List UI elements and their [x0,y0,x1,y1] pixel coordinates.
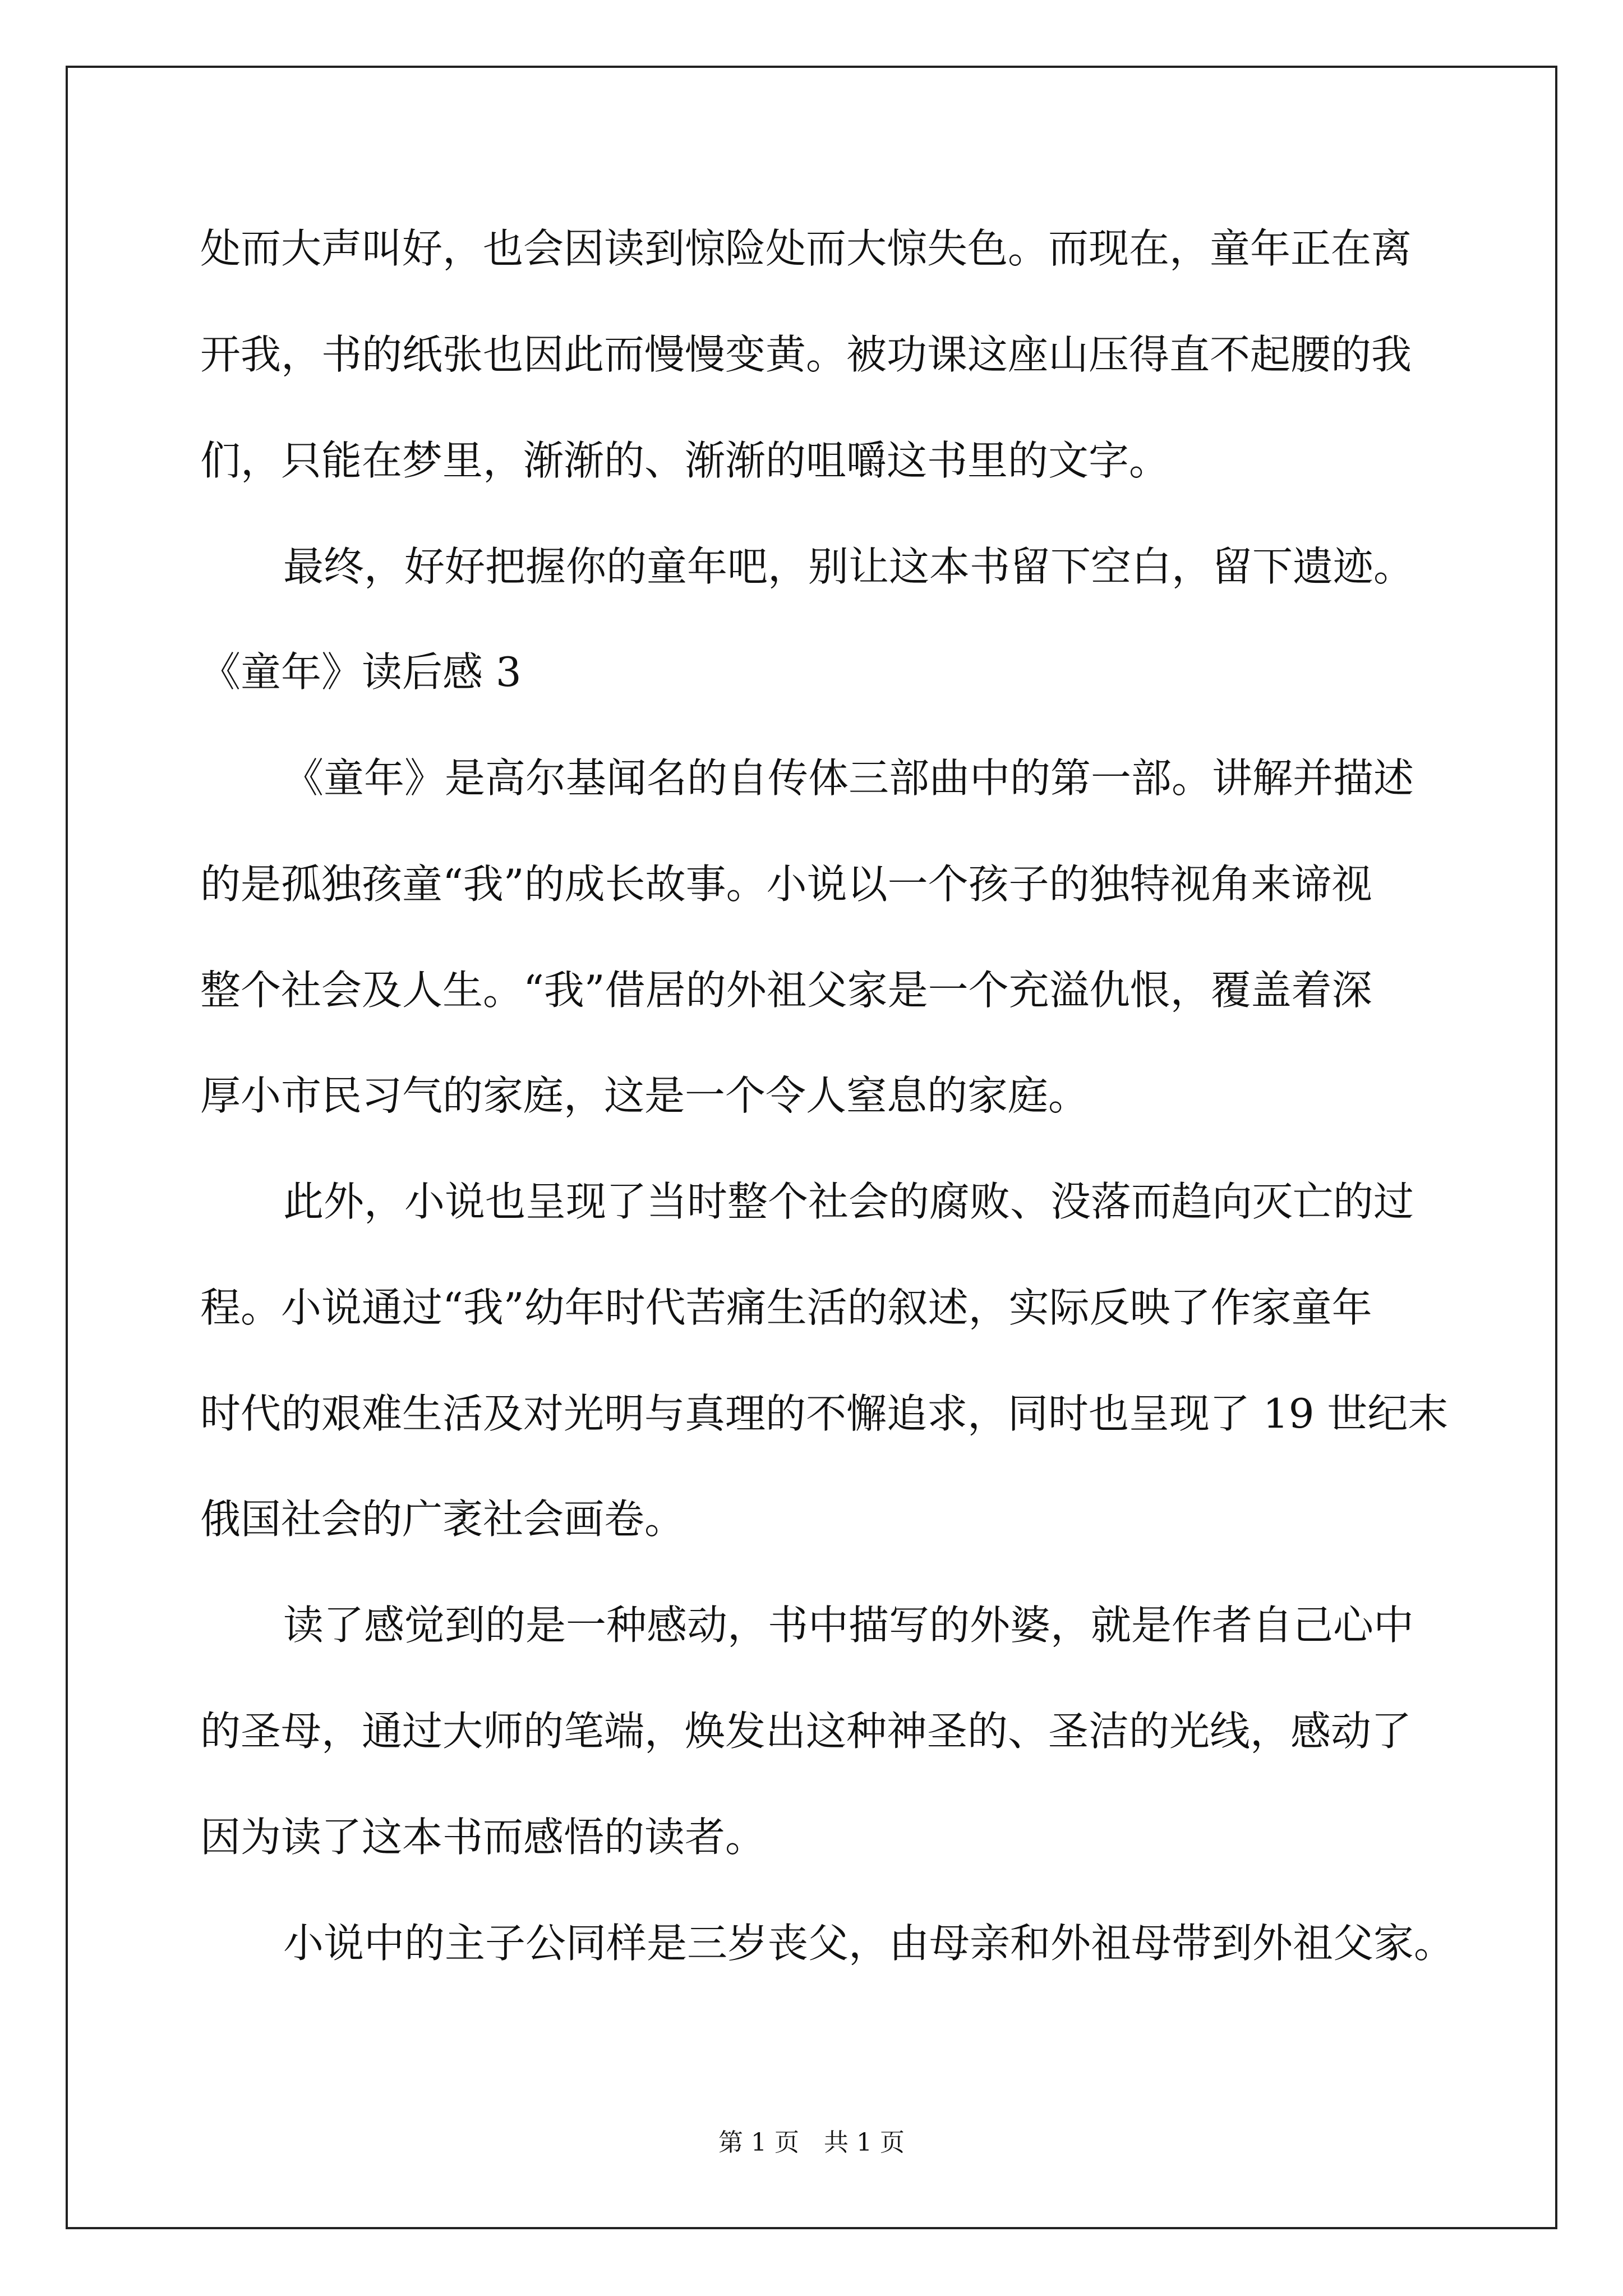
text-line: 处而大声叫好，也会因读到惊险处而大惊失色。而现在，童年正在离 [200,225,1412,272]
text-line: 最终，好好把握你的童年吧，别让这本书留下空白，留下遗迹。 [283,543,1414,590]
text-line: 们，只能在梦里，渐渐的、渐渐的咀嚼这书里的文字。 [200,437,1170,484]
page-border [66,66,1557,2229]
page-footer: 第 1 页 共 1 页 [718,2128,905,2157]
text-line: 整个社会及人生。“我”借居的外祖父家是一个充溢仇恨，覆盖着深 [200,967,1372,1014]
text-line: 厚小市民习气的家庭，这是一个令人窒息的家庭。 [200,1072,1089,1119]
text-line: 时代的艰难生活及对光明与真理的不懈追求，同时也呈现了 19 世纪末 [200,1390,1449,1437]
text-line: 因为读了这本书而感悟的读者。 [200,1814,766,1861]
text-line: 程。小说通过“我”幼年时代苦痛生活的叙述，实际反映了作家童年 [200,1284,1372,1331]
text-line: 《童年》是高尔基闻名的自传体三部曲中的第一部。讲解并描述 [283,754,1414,802]
text-line: 的是孤独孩童“我”的成长故事。小说以一个孩子的独特视角来谛视 [200,861,1372,908]
text-line: 小说中的主子公同样是三岁丧父，由母亲和外祖母带到外祖父家。 [283,1920,1455,1967]
text-line: 俄国社会的广袤社会画卷。 [200,1496,685,1543]
section-heading: 《童年》读后感 3 [200,648,522,696]
text-line: 读了感觉到的是一种感动，书中描写的外婆，就是作者自己心中 [283,1602,1414,1649]
text-line: 的圣母，通过大师的笔端，焕发出这种神圣的、圣洁的光线，感动了 [200,1708,1412,1755]
text-line: 开我，书的纸张也因此而慢慢变黄。被功课这座山压得直不起腰的我 [200,331,1412,378]
text-line: 此外，小说也呈现了当时整个社会的腐败、没落而趋向灭亡的过 [283,1178,1414,1225]
